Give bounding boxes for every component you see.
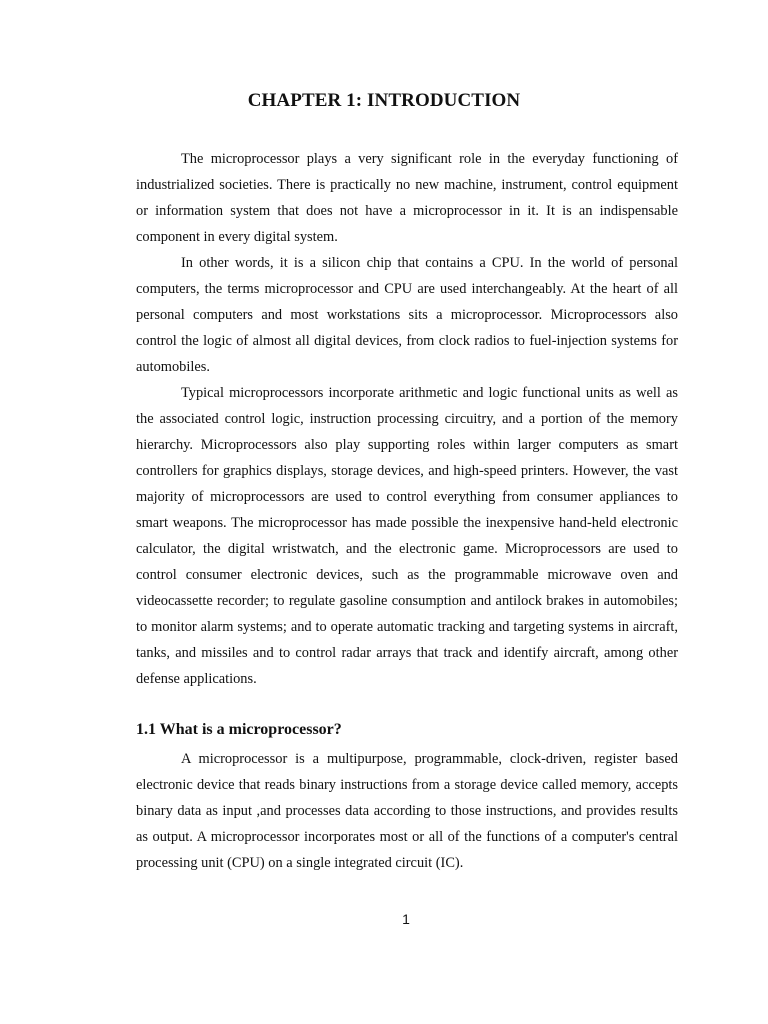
paragraph: A microprocessor is a multipurpose, programmable, clock-driven, register based electronic device that reads binary instructions from a storage device called memory, accepts binary data as input ,and processes data according to those instructions, and provides results as output. A microprocessor incorporates most or all of the functions of a computer's central processing unit (CPU) on a single integrated circuit (IC). [136, 751, 678, 871]
introduction-body [136, 146, 678, 692]
paragraph: Typical microprocessors incorporate arithmetic and logic functional units as well as the associated control logic, instruction processing circuitry, and a portion of the memory hierarchy. Microprocessors also play supporting roles within larger computers as smart controllers for graphics displays, storage devices, and high-speed printers. However, the vast majority of microprocessors are used to control everything from consumer appliances to smart weapons. The microprocessor has made possible the inexpensive hand-held electronic calculator, the digital wristwatch, and the electronic game. Microprocessors are used to control consumer electronic devices, such as the programmable microwave oven and videocassette recorder; to regulate gasoline consumption and antilock brakes in automobiles; to monitor alarm systems; and to operate automatic tracking and targeting systems in aircraft, tanks, and missiles and to control radar arrays that track and identify aircraft, among other defense applications. [136, 385, 678, 687]
chapter-title: CHAPTER 1: INTRODUCTION [247, 90, 521, 111]
paragraph: The microprocessor plays a very significant role in the everyday functioning of industrialized societies. There is practically no new machine, instrument, control equipment or information system that does not have a microprocessor in it. It is an indispensable component in every digital system. [136, 151, 678, 245]
page-number: 1 [402, 911, 410, 927]
section-body [136, 746, 678, 876]
paragraph: In other words, it is a silicon chip that contains a CPU. In the world of personal computers, the terms microprocessor and CPU are used interchangeably. At the heart of all personal computers and most workstations sits a microprocessor. Microprocessors also control the logic of almost all digital devices, from clock radios to fuel-injection systems for automobiles. [136, 255, 678, 375]
section-heading: 1.1 What is a microprocessor? [136, 721, 342, 738]
